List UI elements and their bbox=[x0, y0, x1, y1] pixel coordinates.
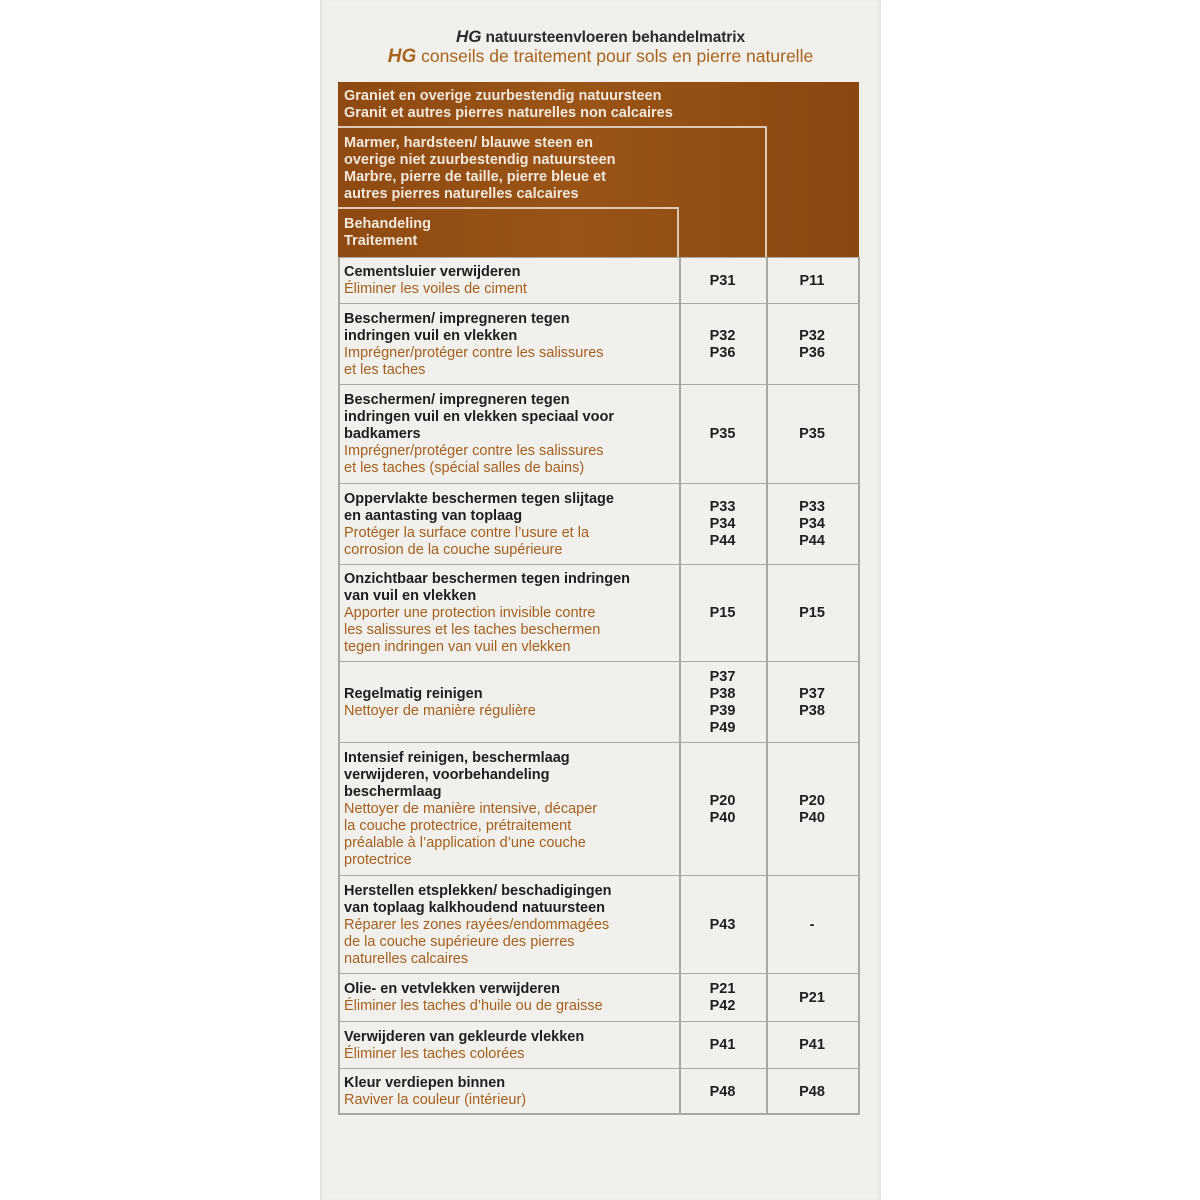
treatment-dutch: Beschermen/ impregneren tegen bbox=[344, 392, 570, 408]
treatment-label bbox=[344, 311, 604, 379]
product-codes-acid-resistant bbox=[766, 1084, 858, 1101]
column-marble-nl: overige niet zuurbestendig natuursteen bbox=[344, 152, 616, 168]
treatment-french: de la couche supérieure des pierres bbox=[344, 934, 575, 950]
product-codes-calcareous bbox=[679, 328, 766, 362]
table-header bbox=[338, 82, 859, 257]
product-code: P38 bbox=[709, 686, 736, 702]
treatment-dutch: Herstellen etsplekken/ beschadigingen bbox=[344, 883, 612, 899]
product-code: P35 bbox=[709, 426, 736, 442]
treatment-dutch: van toplaag kalkhoudend natuursteen bbox=[344, 900, 606, 916]
column-granite-header bbox=[344, 88, 673, 122]
product-code: P44 bbox=[799, 533, 825, 549]
product-code: P20 bbox=[799, 793, 825, 809]
treatment-label bbox=[344, 883, 612, 968]
product-code: P49 bbox=[709, 720, 736, 736]
product-code: P20 bbox=[709, 793, 736, 809]
product-code: - bbox=[809, 917, 815, 933]
treatment-label bbox=[344, 1029, 584, 1063]
treatment-french: Imprégner/protéger contre les salissures bbox=[344, 443, 604, 459]
treatment-label bbox=[344, 1075, 526, 1109]
treatment-french: et les taches bbox=[344, 362, 426, 378]
treatment-french: préalable à l’application d’une couche bbox=[344, 835, 586, 851]
treatment-dutch: verwijderen, voorbehandeling bbox=[344, 767, 550, 783]
column-treatment-header bbox=[344, 216, 431, 250]
table-row bbox=[338, 875, 859, 974]
table-border bbox=[338, 1113, 860, 1115]
product-code: P40 bbox=[799, 810, 825, 826]
product-codes-calcareous bbox=[679, 605, 766, 622]
treatment-french: les salissures et les taches beschermen bbox=[344, 622, 601, 638]
product-code: P40 bbox=[709, 810, 736, 826]
product-code: P37 bbox=[799, 686, 825, 702]
product-code: P43 bbox=[709, 917, 736, 933]
treatment-dutch: Intensief reinigen, beschermlaag bbox=[344, 750, 570, 766]
product-code: P36 bbox=[709, 345, 736, 361]
column-treatment-fr: Traitement bbox=[344, 233, 418, 249]
brand-mark: HG bbox=[456, 27, 482, 46]
treatment-dutch: badkamers bbox=[344, 426, 421, 442]
column-marble-fr: autres pierres naturelles calcaires bbox=[344, 186, 579, 202]
product-code: P32 bbox=[799, 328, 825, 344]
product-codes-calcareous bbox=[679, 793, 766, 827]
column-treatment-nl: Behandeling bbox=[344, 216, 432, 232]
product-codes-acid-resistant bbox=[766, 990, 858, 1007]
treatment-french: naturelles calcaires bbox=[344, 951, 469, 967]
product-code: P39 bbox=[709, 703, 736, 719]
treatment-french: Imprégner/protéger contre les salissures bbox=[344, 345, 604, 361]
product-codes-calcareous bbox=[679, 981, 766, 1015]
column-granite-fr: Granit et autres pierres naturelles non calcaires bbox=[344, 105, 673, 121]
product-code: P15 bbox=[709, 605, 736, 621]
treatment-french: la couche protectrice, prétraitement bbox=[344, 818, 572, 834]
product-codes-acid-resistant bbox=[766, 499, 858, 550]
treatment-french: Nettoyer de manière intensive, décaper bbox=[344, 801, 598, 817]
title-dutch-text: natuursteenvloeren behandelmatrix bbox=[485, 29, 745, 46]
product-code: P33 bbox=[709, 499, 736, 515]
table-border bbox=[858, 257, 860, 1115]
product-codes-acid-resistant bbox=[766, 273, 858, 290]
treatment-label bbox=[344, 981, 603, 1015]
table-row bbox=[338, 661, 859, 743]
product-code: P15 bbox=[799, 605, 825, 621]
column-granite-nl: Graniet en overige zuurbestendig natuursteen bbox=[344, 88, 662, 104]
product-code: P11 bbox=[799, 273, 825, 289]
product-code: P48 bbox=[799, 1084, 825, 1100]
product-code: P36 bbox=[799, 345, 825, 361]
header-divider bbox=[338, 126, 766, 128]
product-code: P34 bbox=[709, 516, 736, 532]
title-dutch bbox=[320, 27, 881, 47]
treatment-french: Nettoyer de manière régulière bbox=[344, 703, 536, 719]
treatment-dutch: indringen vuil en vlekken bbox=[344, 328, 518, 344]
column-marble-nl: Marmer, hardsteen/ blauwe steen en bbox=[344, 135, 594, 151]
product-codes-calcareous bbox=[679, 1084, 766, 1101]
table-row bbox=[338, 564, 859, 662]
product-codes-acid-resistant bbox=[766, 686, 858, 720]
product-code: P21 bbox=[709, 981, 736, 997]
treatment-french: Éliminer les taches colorées bbox=[344, 1046, 525, 1062]
treatment-french: Raviver la couleur (intérieur) bbox=[344, 1092, 527, 1108]
treatment-dutch: Cementsluier verwijderen bbox=[344, 264, 521, 280]
product-codes-calcareous bbox=[679, 669, 766, 737]
column-marble-header bbox=[344, 135, 616, 203]
product-code: P34 bbox=[799, 516, 825, 532]
table-row bbox=[338, 742, 859, 876]
treatment-dutch: Regelmatig reinigen bbox=[344, 686, 483, 702]
treatment-label bbox=[344, 571, 630, 656]
product-codes-acid-resistant bbox=[766, 426, 858, 443]
header-divider bbox=[765, 126, 767, 257]
treatment-dutch: van vuil en vlekken bbox=[344, 588, 477, 604]
treatment-label bbox=[344, 491, 614, 559]
treatment-french: Protéger la surface contre l’usure et la bbox=[344, 525, 590, 541]
title-french bbox=[320, 46, 881, 68]
product-codes-calcareous bbox=[679, 499, 766, 550]
product-codes-acid-resistant bbox=[766, 917, 858, 934]
table-row bbox=[338, 483, 859, 565]
treatment-dutch: Oppervlakte beschermen tegen slijtage bbox=[344, 491, 614, 507]
product-code: P37 bbox=[709, 669, 736, 685]
treatment-french: Éliminer les voiles de ciment bbox=[344, 281, 527, 297]
treatment-dutch: Kleur verdiepen binnen bbox=[344, 1075, 506, 1091]
treatment-dutch: Olie- en vetvlekken verwijderen bbox=[344, 981, 560, 997]
product-codes-acid-resistant bbox=[766, 1037, 858, 1054]
product-code: P35 bbox=[799, 426, 825, 442]
table-row bbox=[338, 384, 859, 484]
product-code: P48 bbox=[709, 1084, 736, 1100]
product-codes-acid-resistant bbox=[766, 605, 858, 622]
table-row bbox=[338, 257, 859, 304]
treatment-french: et les taches (spécial salles de bains) bbox=[344, 460, 585, 476]
treatment-french: corrosion de la couche supérieure bbox=[344, 542, 563, 558]
treatment-dutch: beschermlaag bbox=[344, 784, 442, 800]
treatment-french: Éliminer les taches d’huile ou de graisse bbox=[344, 998, 603, 1014]
product-code: P21 bbox=[799, 990, 825, 1006]
table-row bbox=[338, 303, 859, 385]
product-code: P31 bbox=[709, 273, 736, 289]
title-french-text: conseils de traitement pour sols en pierre naturelle bbox=[421, 46, 814, 66]
treatment-french: protectrice bbox=[344, 852, 412, 868]
treatment-dutch: Beschermen/ impregneren tegen bbox=[344, 311, 570, 327]
product-codes-acid-resistant bbox=[766, 793, 858, 827]
product-codes-calcareous bbox=[679, 426, 766, 443]
product-code: P41 bbox=[799, 1037, 825, 1053]
product-codes-calcareous bbox=[679, 917, 766, 934]
table-row bbox=[338, 1068, 859, 1115]
header-divider bbox=[338, 207, 678, 209]
treatment-dutch: Onzichtbaar beschermen tegen indringen bbox=[344, 571, 631, 587]
treatment-french: Réparer les zones rayées/endommagées bbox=[344, 917, 610, 933]
product-code: P32 bbox=[709, 328, 736, 344]
product-code: P44 bbox=[709, 533, 736, 549]
treatment-dutch: Verwijderen van gekleurde vlekken bbox=[344, 1029, 585, 1045]
table-row bbox=[338, 973, 859, 1022]
product-code: P42 bbox=[709, 998, 736, 1014]
product-codes-calcareous bbox=[679, 1037, 766, 1054]
product-code: P38 bbox=[799, 703, 825, 719]
treatment-label bbox=[344, 264, 527, 298]
product-codes-calcareous bbox=[679, 273, 766, 290]
product-codes-acid-resistant bbox=[766, 328, 858, 362]
treatment-label bbox=[344, 686, 536, 720]
treatment-french: tegen indringen van vuil en vlekken bbox=[344, 639, 571, 655]
treatment-label bbox=[344, 392, 614, 477]
treatment-french: Apporter une protection invisible contre bbox=[344, 605, 596, 621]
table-row bbox=[338, 1021, 859, 1069]
brand-mark: HG bbox=[387, 46, 417, 67]
treatment-dutch: en aantasting van toplaag bbox=[344, 508, 523, 524]
column-marble-fr: Marbre, pierre de taille, pierre bleue et bbox=[344, 169, 606, 185]
header-divider bbox=[677, 207, 679, 257]
product-code: P33 bbox=[799, 499, 825, 515]
table-border bbox=[338, 257, 340, 1115]
treatment-label bbox=[344, 750, 597, 869]
product-code: P41 bbox=[709, 1037, 736, 1053]
treatment-dutch: indringen vuil en vlekken speciaal voor bbox=[344, 409, 614, 425]
